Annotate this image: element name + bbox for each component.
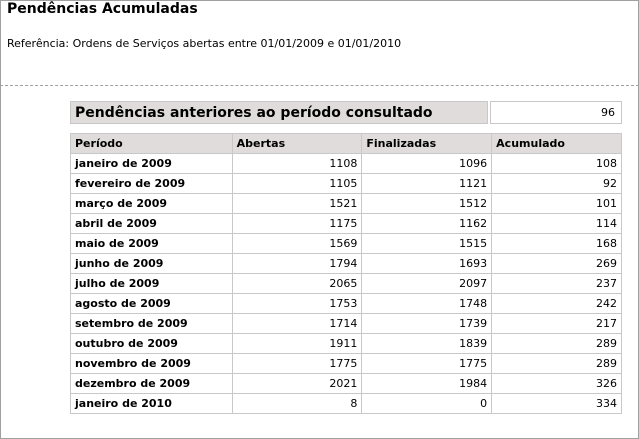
accumulated-cell: 289	[492, 354, 622, 374]
accumulated-cell: 237	[492, 274, 622, 294]
table-row	[71, 214, 622, 234]
period-cell: março de 2009	[71, 194, 233, 214]
finished-cell: 1748	[362, 294, 492, 314]
opened-cell: 1175	[232, 214, 362, 234]
period-cell: abril de 2009	[71, 214, 233, 234]
table-row	[71, 274, 622, 294]
period-cell: novembro de 2009	[71, 354, 233, 374]
period-cell: setembro de 2009	[71, 314, 233, 334]
table-row	[71, 334, 622, 354]
opened-cell: 8	[232, 394, 362, 414]
table-row	[71, 254, 622, 274]
column-header-accumulated: Acumulado	[492, 134, 622, 154]
opened-cell: 1521	[232, 194, 362, 214]
finished-cell: 1096	[362, 154, 492, 174]
period-cell: dezembro de 2009	[71, 374, 233, 394]
finished-cell: 0	[362, 394, 492, 414]
reference-text: Referência: Ordens de Serviços abertas entre 01/01/2009 e 01/01/2010	[7, 37, 402, 50]
table-row	[71, 394, 622, 414]
finished-cell: 1839	[362, 334, 492, 354]
period-cell: maio de 2009	[71, 234, 233, 254]
period-cell: agosto de 2009	[71, 294, 233, 314]
finished-cell: 1121	[362, 174, 492, 194]
accumulated-cell: 326	[492, 374, 622, 394]
table-row	[71, 294, 622, 314]
table-row	[71, 154, 622, 174]
finished-cell: 2097	[362, 274, 492, 294]
column-header-finished: Finalizadas	[362, 134, 492, 154]
period-cell: julho de 2009	[71, 274, 233, 294]
accumulated-cell: 289	[492, 334, 622, 354]
divider	[0, 85, 639, 86]
table-row	[71, 314, 622, 334]
opened-cell: 1775	[232, 354, 362, 374]
accumulated-cell: 101	[492, 194, 622, 214]
summary-label: Pendências anteriores ao período consultado	[71, 102, 488, 124]
accumulated-cell: 108	[492, 154, 622, 174]
opened-cell: 1714	[232, 314, 362, 334]
accumulated-cell: 269	[492, 254, 622, 274]
period-cell: janeiro de 2010	[71, 394, 233, 414]
opened-cell: 1569	[232, 234, 362, 254]
opened-cell: 1794	[232, 254, 362, 274]
accumulated-cell: 217	[492, 314, 622, 334]
opened-cell: 1105	[232, 174, 362, 194]
opened-cell: 1911	[232, 334, 362, 354]
finished-cell: 1162	[362, 214, 492, 234]
opened-cell: 1753	[232, 294, 362, 314]
table-row	[71, 234, 622, 254]
accumulated-cell: 334	[492, 394, 622, 414]
accumulated-cell: 114	[492, 214, 622, 234]
column-header-opened: Abertas	[232, 134, 362, 154]
finished-cell: 1775	[362, 354, 492, 374]
column-header-period: Período	[71, 134, 233, 154]
opened-cell: 2065	[232, 274, 362, 294]
accumulated-cell: 168	[492, 234, 622, 254]
period-cell: fevereiro de 2009	[71, 174, 233, 194]
table-row	[71, 374, 622, 394]
accumulated-cell: 242	[492, 294, 622, 314]
period-cell: janeiro de 2009	[71, 154, 233, 174]
finished-cell: 1512	[362, 194, 492, 214]
accumulated-cell: 92	[492, 174, 622, 194]
page-title: Pendências Acumuladas	[7, 1, 198, 17]
period-cell: outubro de 2009	[71, 334, 233, 354]
period-cell: junho de 2009	[71, 254, 233, 274]
opened-cell: 1108	[232, 154, 362, 174]
finished-cell: 1739	[362, 314, 492, 334]
opened-cell: 2021	[232, 374, 362, 394]
table-row	[71, 354, 622, 374]
table-row	[71, 174, 622, 194]
table-body	[71, 154, 622, 414]
table-row	[71, 194, 622, 214]
summary-value: 96	[491, 102, 622, 124]
finished-cell: 1984	[362, 374, 492, 394]
previous-pending-summary	[70, 101, 622, 124]
finished-cell: 1693	[362, 254, 492, 274]
finished-cell: 1515	[362, 234, 492, 254]
monthly-pending-table	[70, 133, 622, 414]
table-header-row	[71, 134, 622, 154]
